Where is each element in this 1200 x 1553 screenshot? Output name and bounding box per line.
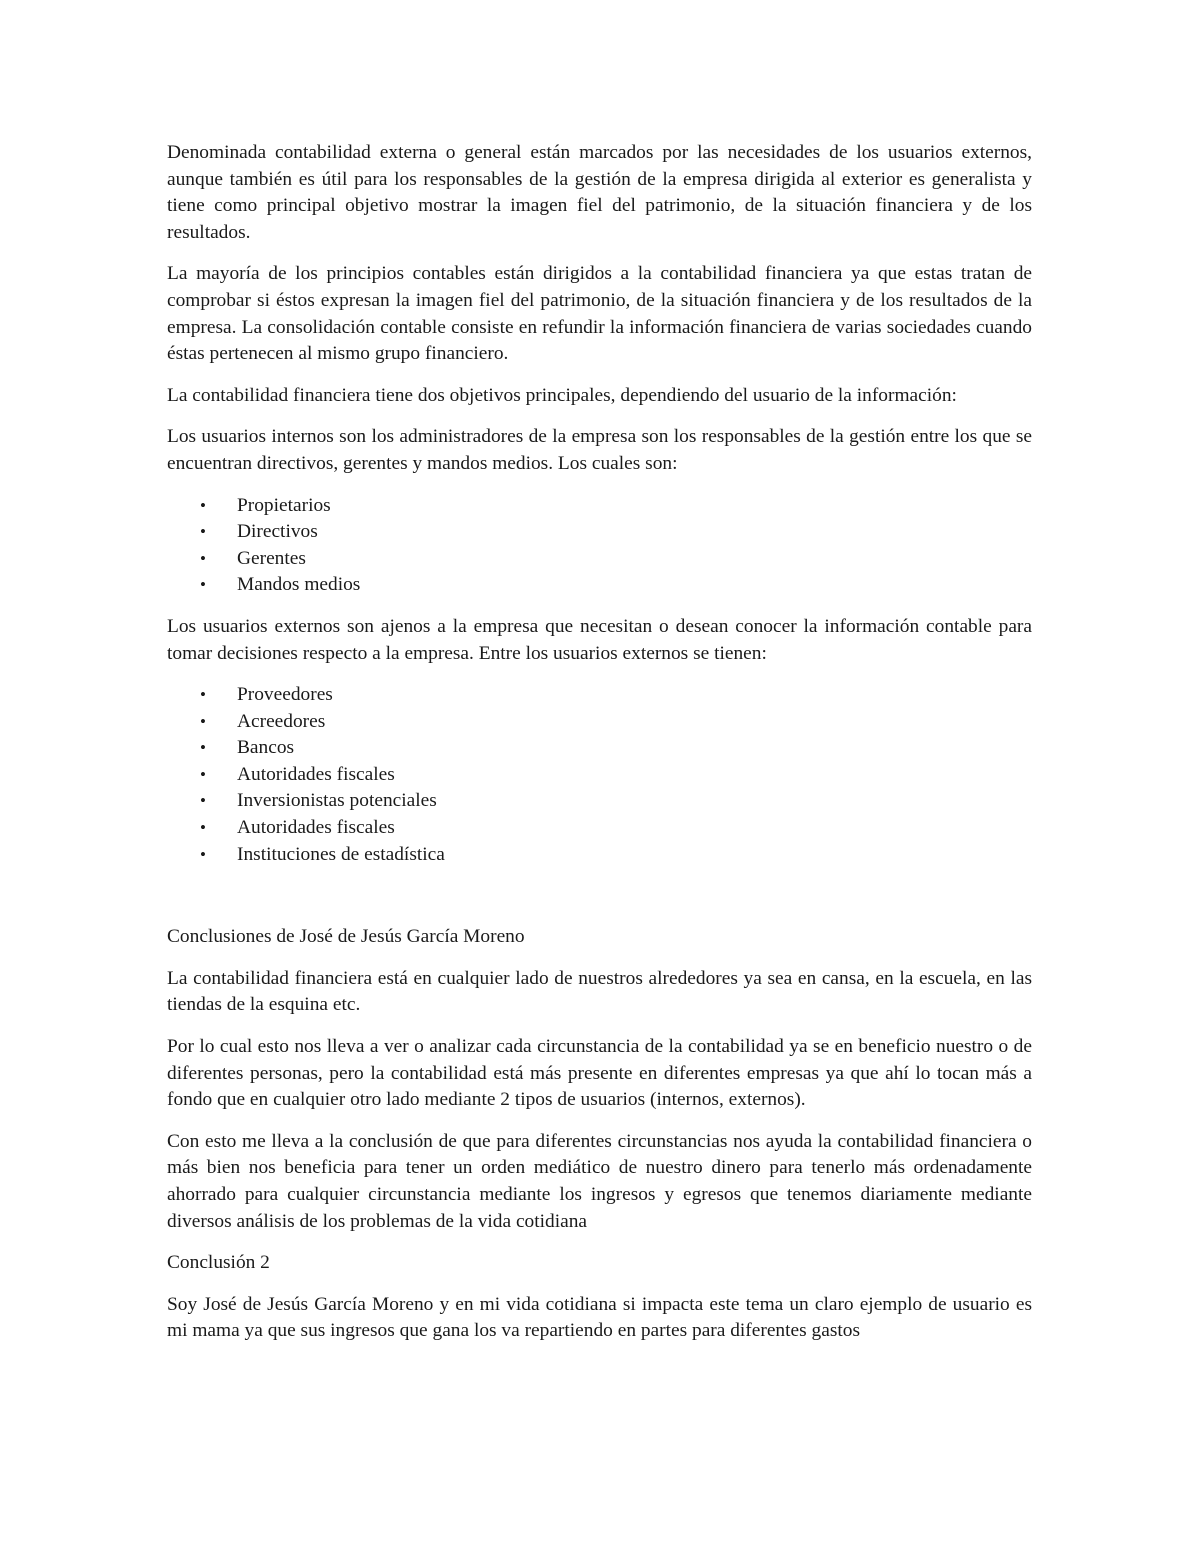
bullet-icon: • [200, 711, 206, 731]
list-item: • Inversionistas potenciales [167, 788, 1032, 815]
list-item: • Gerentes [167, 546, 1032, 573]
paragraph-principios-contables: La mayoría de los principios contables están dirigidos a la contabilidad financiera ya que estas tratan de comprobar si éstos expresan la imagen fiel del patrimonio, de la situación financiera y de los resultados de la empresa. La consolidación contable consiste en refundir la información financiera de varias sociedades cuando éstas pertenecen al mismo grupo financiero. [167, 263, 1032, 365]
list-item: • Autoridades fiscales [167, 762, 1032, 789]
bullet-icon: • [200, 575, 206, 595]
bullet-icon: • [200, 738, 206, 758]
list-item: • Directivos [167, 519, 1032, 546]
section-heading-conclusiones: Conclusiones de José de Jesús García Moreno [167, 926, 525, 948]
paragraph-objetivos: La contabilidad financiera tiene dos objetivos principales, dependiendo del usuario de la información: [167, 384, 957, 406]
list-item: • Mandos medios [167, 572, 1032, 599]
bullet-icon: • [200, 844, 206, 864]
paragraph-conclusion-1: La contabilidad financiera está en cualquier lado de nuestros alrededores ya sea en cansa, en la escuela, en las tiendas de la esquina etc. [167, 967, 1032, 1016]
internal-users-list [167, 493, 1032, 599]
bullet-icon: • [200, 495, 206, 515]
external-users-list [167, 682, 1032, 868]
list-item: • Proveedores [167, 682, 1032, 709]
list-item: • Instituciones de estadística [167, 842, 1032, 869]
paragraph-usuarios-externos: Los usuarios externos son ajenos a la empresa que necesitan o desean conocer la información contable para tomar decisiones respecto a la empresa. Entre los usuarios externos se tienen: [167, 615, 1032, 664]
paragraph-contabilidad-externa: Denominada contabilidad externa o general están marcados por las necesidades de los usuarios externos, aunque también es útil para los responsables de la gestión de la empresa dirigida al exterior es generalista y tiene como principal objetivo mostrar la imagen fiel del patrimonio, de la situación financiera y de los resultados. [167, 142, 1032, 243]
list-item: • Autoridades fiscales [167, 815, 1032, 842]
bullet-icon: • [200, 522, 206, 542]
section-heading-conclusion-2: Conclusión 2 [167, 1252, 270, 1274]
bullet-icon: • [200, 791, 206, 811]
blank-line [167, 883, 1032, 924]
list-item: • Bancos [167, 735, 1032, 762]
paragraph-conclusion-personal: Soy José de Jesús García Moreno y en mi vida cotidiana si impacta este tema un claro ejemplo de usuario es mi mama ya que sus ingresos que gana los va repartiendo en partes para diferentes gastos [167, 1293, 1032, 1342]
bullet-icon: • [200, 818, 206, 838]
document-page [167, 140, 1032, 1360]
list-item: • Acreedores [167, 709, 1032, 736]
paragraph-usuarios-internos: Los usuarios internos son los administradores de la empresa son los responsables de la gestión entre los que se encuentran directivos, gerentes y mandos medios. Los cuales son: [167, 426, 1032, 474]
paragraph-conclusion-3: Con esto me lleva a la conclusión de que para diferentes circunstancias nos ayuda la contabilidad financiera o más bien nos beneficia para tener un orden mediático de nuestro dinero para tenerlo más ordenadamente ahorrado para cualquier circunstancia mediante los ingresos y egresos que tenemos diariamente mediante diversos análisis de los problemas de la vida cotidiana [167, 1130, 1032, 1232]
bullet-icon: • [200, 685, 206, 705]
paragraph-conclusion-2: Por lo cual esto nos lleva a ver o analizar cada circunstancia de la contabilidad ya se en beneficio nuestro o de diferentes personas, pero la contabilidad está más presente en diferentes empresas ya que ahí lo tocan más a fondo que en cualquier otro lado mediante 2 tipos de usuarios (internos, externos). [167, 1036, 1032, 1111]
bullet-icon: • [200, 764, 206, 784]
list-item: • Propietarios [167, 493, 1032, 520]
bullet-icon: • [200, 548, 206, 568]
